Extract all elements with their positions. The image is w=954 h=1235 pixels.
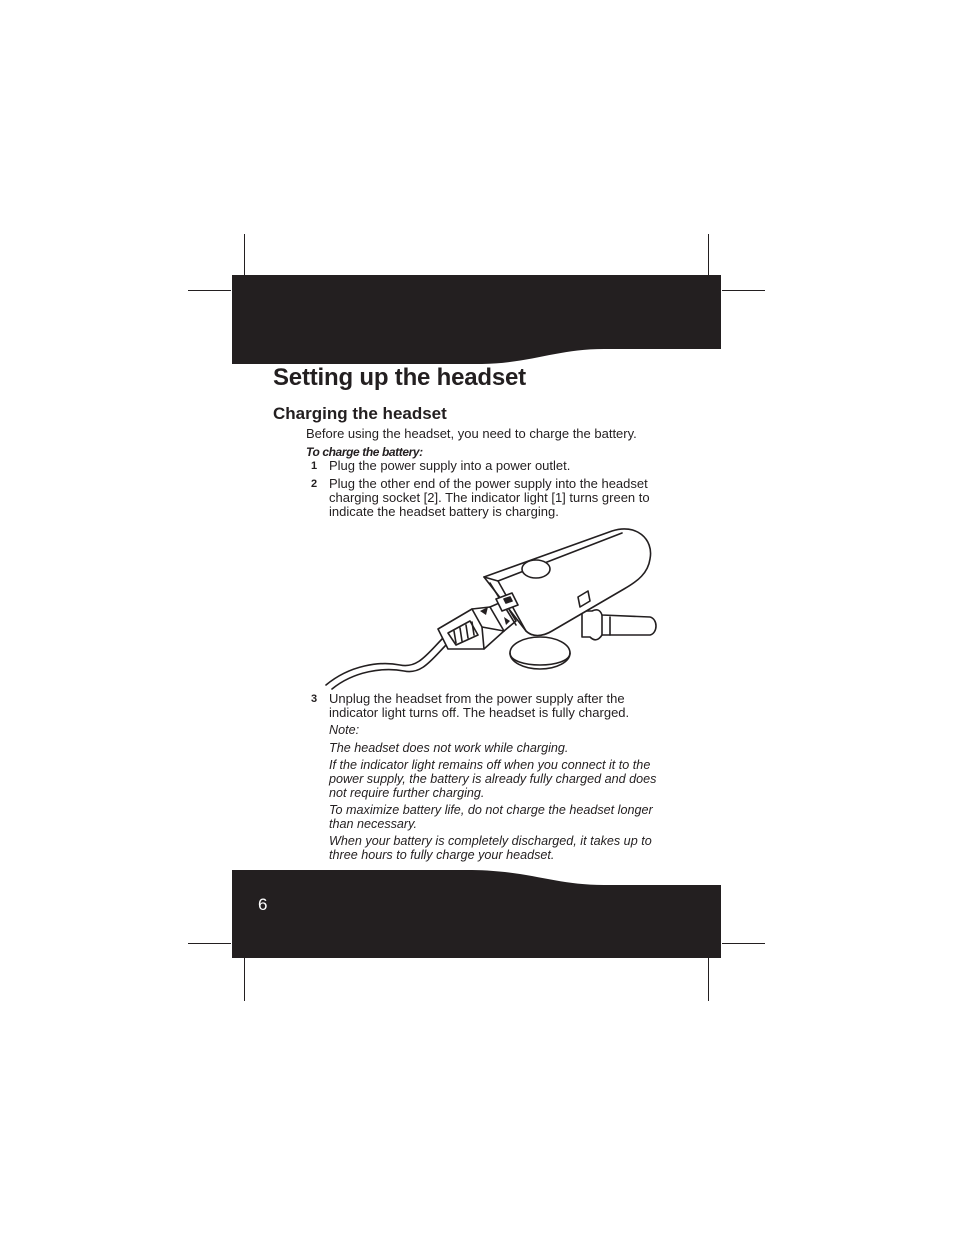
crop-mark (244, 958, 245, 1001)
intro-text: Before using the headset, you need to charge the battery. (306, 426, 637, 441)
step-text: Plug the power supply into a power outlet. (329, 458, 571, 473)
note-label: Note: (329, 723, 360, 737)
charger-connector (438, 607, 504, 649)
step-text: Unplug the headset from the power supply after the indicator light turns off. The headset is fully charged. (329, 691, 630, 720)
crop-mark (708, 958, 709, 1001)
note-item: If the indicator light remains off when you connect it to the power supply, the battery is already fully charged and does not require further charging. (329, 758, 657, 800)
step-number: 3 (311, 693, 318, 705)
indicator-light (522, 560, 550, 578)
step-3 (306, 692, 666, 720)
crop-mark (722, 943, 765, 944)
headset-charging-illustration (320, 525, 665, 693)
section-title: Charging the headset (273, 404, 447, 423)
step-number: 2 (311, 478, 318, 490)
crop-mark (722, 290, 765, 291)
crop-mark (708, 234, 709, 277)
note-item: When your battery is completely discharged, it takes up to three hours to fully charge your headset. (329, 834, 652, 862)
crop-mark (188, 943, 231, 944)
header-band (232, 275, 721, 365)
footer-band (232, 869, 721, 959)
crop-mark (244, 234, 245, 277)
step-text: Plug the other end of the power supply into the headset charging socket [2]. The indicator light [1] turns green to indicate the headset battery is charging. (329, 476, 650, 519)
crop-mark (188, 290, 231, 291)
charger-cable (326, 637, 444, 685)
note-item: To maximize battery life, do not charge the headset longer than necessary. (329, 803, 653, 831)
page-number: 6 (258, 895, 268, 914)
ear-hook (582, 610, 656, 640)
step-1 (306, 459, 666, 473)
page-title: Setting up the headset (273, 364, 526, 391)
procedure-title: To charge the battery: (306, 445, 423, 459)
step-number: 1 (311, 460, 318, 472)
step-2 (306, 477, 666, 519)
note-item: The headset does not work while charging. (329, 741, 569, 755)
